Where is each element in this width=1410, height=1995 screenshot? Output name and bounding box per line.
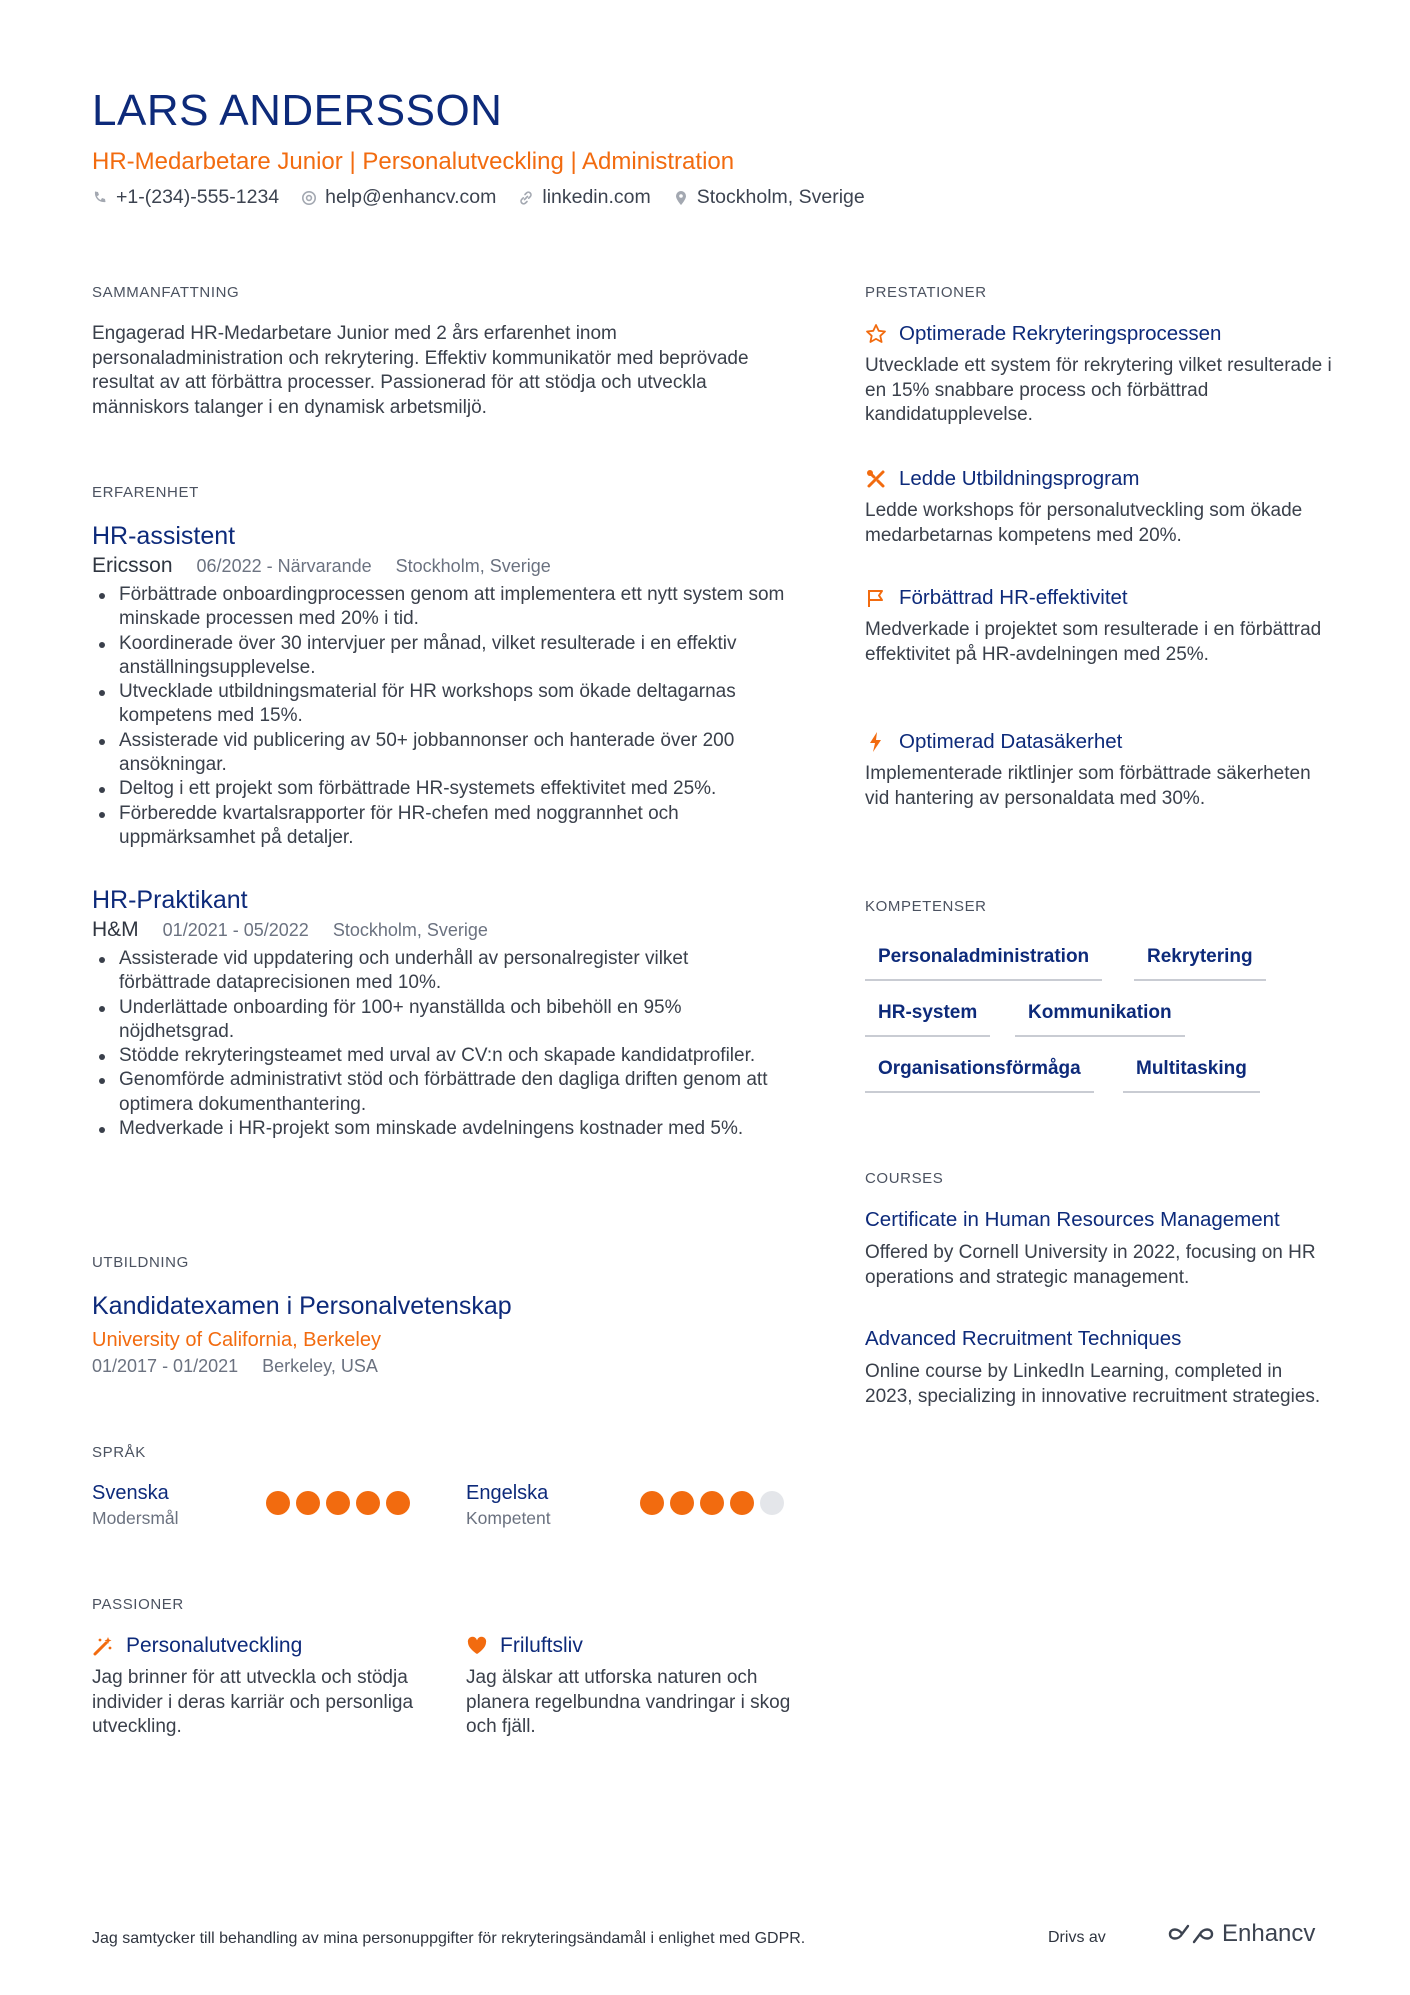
rating-dot-filled [266, 1491, 290, 1515]
gdpr-consent: Jag samtycker till behandling av mina personuppgifter för rekryteringsändamål i enlighet med GDPR. [92, 1930, 806, 1947]
job-bullet: Utvecklade utbildningsmaterial för HR workshops som ökade deltagarnas kompetens med 15%. [92, 680, 792, 729]
job-dates: 06/2022 - Närvarande [196, 556, 372, 576]
job-bullets [92, 947, 772, 1141]
job-bullets [92, 583, 792, 850]
bolt-icon [865, 731, 887, 753]
language-level: Kompetent [466, 1508, 551, 1528]
job-dates: 01/2021 - 05/2022 [162, 920, 309, 940]
job-bullet: Stödde rekryteringsteamet med urval av CV:n och skapade kandidatprofiler. [92, 1044, 772, 1068]
job-bullet: Förberedde kvartalsrapporter för HR-chefen med noggrannhet och uppmärksamhet på detaljer. [92, 802, 792, 851]
passions-section-title: PASSIONER [92, 1596, 184, 1613]
skill-tag: HR-system [865, 1002, 990, 1037]
enhancv-logo-icon [1168, 1922, 1214, 1946]
candidate-name: LARS ANDERSSON [92, 86, 503, 135]
achievement-item [865, 730, 1335, 811]
brand-logo[interactable] [1168, 1920, 1315, 1948]
course-title: Certificate in Human Resources Management [865, 1208, 1280, 1231]
achievement-item [865, 467, 1335, 548]
language-name: Engelska [466, 1482, 549, 1504]
language-rating [266, 1491, 410, 1515]
job-bullet: Assisterade vid uppdatering och underhåll av personalregister vilket förbättrade dataprecisionen med 10%. [92, 947, 772, 996]
education-location: Berkeley, USA [262, 1356, 378, 1376]
job-location: Stockholm, Sverige [332, 920, 488, 940]
achievement-title: Optimerade Rekryteringsprocessen [899, 322, 1222, 345]
course-item [865, 1208, 1335, 1290]
rating-dot-empty [760, 1491, 784, 1515]
passion-item [466, 1634, 796, 1740]
passion-title: Personalutveckling [126, 1634, 303, 1657]
passion-item [92, 1634, 422, 1740]
summary-section-title: SAMMANFATTNING [92, 284, 240, 301]
languages-section-title: SPRÅK [92, 1444, 146, 1461]
job-bullet: Genomförde administrativt stöd och förbättrade den dagliga driften genom att optimera dokumenthantering. [92, 1068, 772, 1117]
course-title: Advanced Recruitment Techniques [865, 1327, 1182, 1350]
summary-text: Engagerad HR-Medarbetare Junior med 2 års erfarenhet inom personaladministration och rekrytering. Effektiv kommunikatör med beprövade resultat av att förbättra processer. Passionerad för att stödja och utveckla människors talanger i en dynamisk arbetsmiljö. [92, 323, 749, 418]
phone-icon [92, 190, 108, 206]
star-icon [865, 323, 887, 345]
job-meta [92, 918, 488, 942]
phone-text: +1-(234)-555-1234 [116, 186, 280, 208]
course-item [865, 1327, 1335, 1409]
education-section-title: UTBILDNING [92, 1254, 189, 1271]
achievement-text: Utvecklade ett system för rekrytering vilket resulterade i en 15% snabbare process och förbättrad kandidatupplevelse. [865, 355, 1332, 425]
job-title: HR-Praktikant [92, 886, 248, 914]
location-pin-icon [673, 190, 689, 206]
contact-bar [92, 186, 865, 209]
brand-name: Enhancv [1222, 1920, 1316, 1947]
education-degree: Kandidatexamen i Personalvetenskap [92, 1292, 512, 1320]
job-bullet: Koordinerade över 30 intervjuer per månad, vilket resulterade i en effektiv anställningsupplevelse. [92, 632, 792, 681]
headline: HR-Medarbetare Junior | Personalutveckling | Administration [92, 148, 735, 175]
language-item [92, 1482, 412, 1529]
contact-linkedin[interactable] [518, 186, 650, 209]
course-text: Online course by LinkedIn Learning, completed in 2023, specializing in innovative recruitment strategies. [865, 1361, 1321, 1407]
job-company: Ericsson [92, 554, 173, 577]
achievement-text: Medverkade i projektet som resulterade i en förbättrad effektivitet på HR-avdelningen med 25%. [865, 619, 1322, 665]
rating-dot-filled [296, 1491, 320, 1515]
skill-tag: Multitasking [1123, 1058, 1260, 1093]
rating-dot-filled [386, 1491, 410, 1515]
job-bullet: Assisterade vid publicering av 50+ jobbannonser och hanterade över 200 ansökningar. [92, 729, 792, 778]
achievement-title: Optimerad Datasäkerhet [899, 730, 1123, 753]
achievement-text: Ledde workshops för personalutveckling som ökade medarbetarnas kompetens med 20%. [865, 500, 1303, 546]
contact-email[interactable] [301, 186, 496, 209]
contact-location [673, 186, 865, 209]
rating-dot-filled [326, 1491, 350, 1515]
achievement-item [865, 322, 1335, 428]
heart-icon [466, 1635, 488, 1657]
experience-section-title: ERFARENHET [92, 484, 199, 501]
job-company: H&M [92, 918, 139, 941]
rating-dot-filled [356, 1491, 380, 1515]
rating-dot-filled [670, 1491, 694, 1515]
education-school: University of California, Berkeley [92, 1329, 381, 1351]
skill-tag: Personaladministration [865, 946, 1102, 981]
education-meta [92, 1356, 378, 1377]
achievements-section-title: PRESTATIONER [865, 284, 987, 301]
contact-phone[interactable] [92, 186, 279, 209]
achievement-item [865, 586, 1335, 667]
tools-icon [865, 468, 887, 490]
job-bullet: Förbättrade onboardingprocessen genom att implementera ett nytt system som minskade processen med 20% i tid. [92, 583, 792, 632]
language-level: Modersmål [92, 1508, 179, 1528]
achievement-title: Förbättrad HR-effektivitet [899, 586, 1128, 609]
education-dates: 01/2017 - 01/2021 [92, 1356, 239, 1376]
job-meta [92, 554, 551, 578]
linkedin-text: linkedin.com [542, 186, 651, 208]
job-location: Stockholm, Sverige [395, 556, 551, 576]
courses-section-title: COURSES [865, 1170, 944, 1187]
job-bullet: Medverkade i HR-projekt som minskade avdelningens kostnader med 5%. [92, 1117, 772, 1141]
course-text: Offered by Cornell University in 2022, focusing on HR operations and strategic management. [865, 1242, 1316, 1288]
passion-text: Jag brinner för att utveckla och stödja individer i deras karriär och personliga utveckling. [92, 1667, 414, 1737]
rating-dot-filled [730, 1491, 754, 1515]
rating-dot-filled [640, 1491, 664, 1515]
skill-tag: Kommunikation [1015, 1002, 1185, 1037]
achievement-title: Ledde Utbildningsprogram [899, 467, 1140, 490]
link-icon [518, 190, 534, 206]
rating-dot-filled [700, 1491, 724, 1515]
job-title: HR-assistent [92, 522, 236, 550]
language-rating [640, 1491, 784, 1515]
skill-tag: Rekrytering [1134, 946, 1266, 981]
skill-tag: Organisationsförmåga [865, 1058, 1094, 1093]
location-text: Stockholm, Sverige [696, 186, 865, 208]
passion-text: Jag älskar att utforska naturen och planera regelbundna vandringar i skog och fjäll. [466, 1667, 791, 1737]
job-bullet: Underlättade onboarding för 100+ nyanställda och bibehöll en 95% nöjdhetsgrad. [92, 996, 772, 1045]
achievement-text: Implementerade riktlinjer som förbättrade säkerheten vid hantering av personaldata med 30%. [865, 763, 1311, 809]
magic-wand-icon [92, 1635, 114, 1657]
powered-by-label: Drivs av [1048, 1929, 1106, 1946]
flag-icon [865, 587, 887, 609]
language-item [466, 1482, 786, 1529]
job-bullet: Deltog i ett projekt som förbättrade HR-systemets effektivitet med 25%. [92, 777, 792, 801]
language-name: Svenska [92, 1482, 169, 1504]
email-text: help@enhancv.com [325, 186, 497, 208]
skills-section-title: KOMPETENSER [865, 898, 987, 915]
passion-title: Friluftsliv [500, 1634, 583, 1657]
at-icon [301, 190, 317, 206]
